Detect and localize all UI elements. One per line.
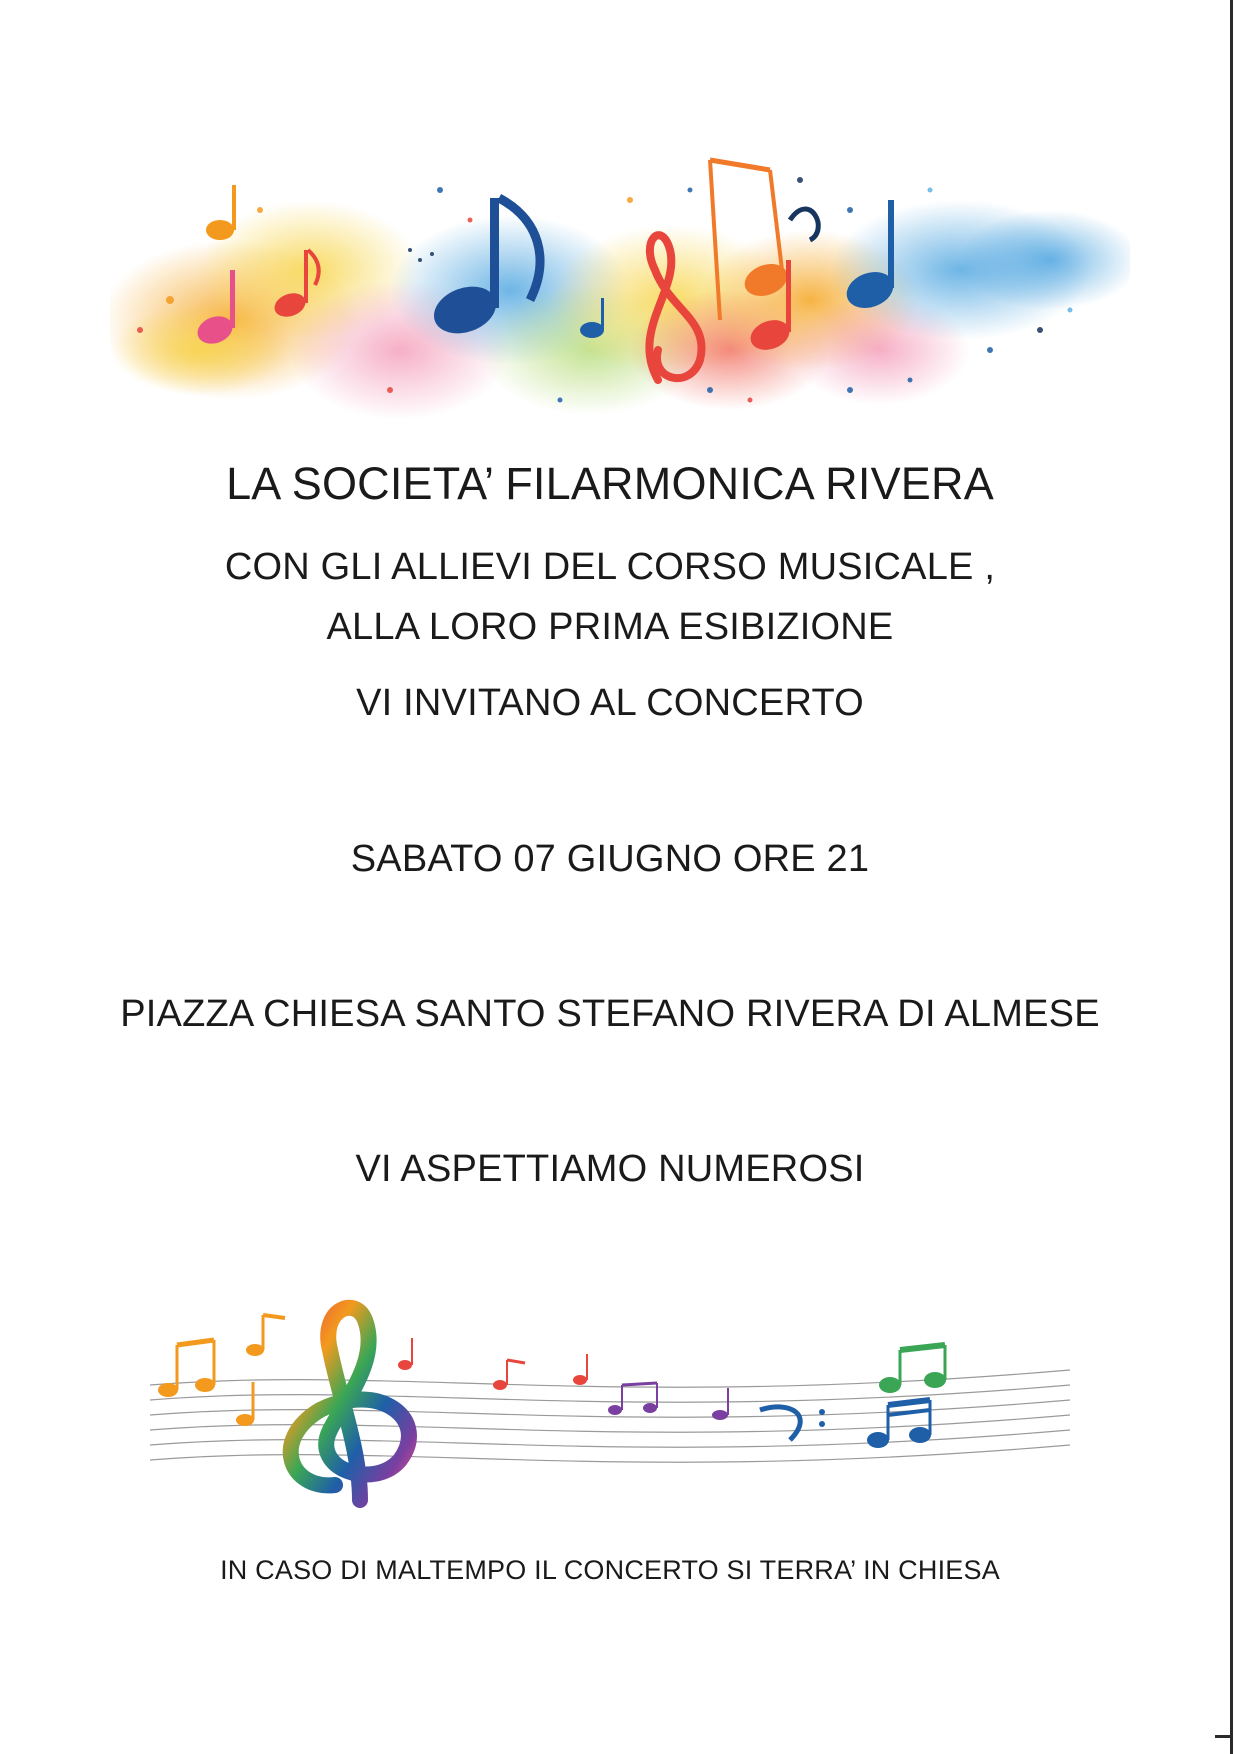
concert-date: SABATO 07 GIUGNO ORE 21 xyxy=(350,838,870,880)
students-line: CON GLI ALLIEVI DEL CORSO MUSICALE , xyxy=(224,546,996,588)
bad-weather-note: IN CASO DI MALTEMPO IL CONCERTO SI TERRA’ IN CHIESA xyxy=(220,1555,1000,1585)
treble-clef-staff-illustration xyxy=(150,1290,1070,1510)
page-edge-line xyxy=(1230,0,1233,1754)
page-edge-corner xyxy=(1215,1735,1233,1738)
music-splash-illustration xyxy=(110,150,1130,440)
first-performance-line: ALLA LORO PRIMA ESIBIZIONE xyxy=(326,606,894,648)
concert-location: PIAZZA CHIESA SANTO STEFANO RIVERA DI ALMESE xyxy=(120,993,1100,1035)
society-title: LA SOCIETA’ FILARMONICA RIVERA xyxy=(226,458,994,509)
invitation-line: VI INVITANO AL CONCERTO xyxy=(356,682,864,724)
closing-line: VI ASPETTIAMO NUMEROSI xyxy=(355,1148,865,1190)
